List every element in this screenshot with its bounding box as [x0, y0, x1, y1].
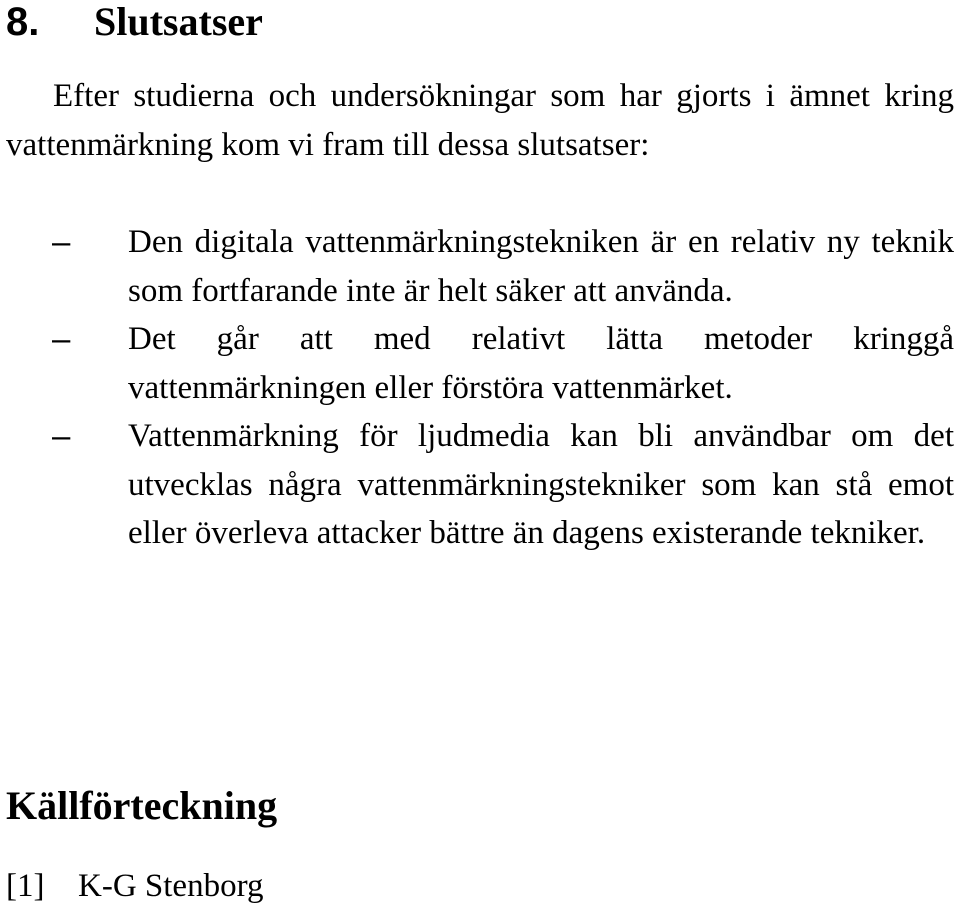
section-number: 8. — [6, 0, 40, 44]
list-item-text: Vattenmärkning för ljudmedia kan bli användbar om det utvecklas några vattenmärkningstekniker som kan stå emot eller överleva attacker bättre än dagens existerande tekniker. — [128, 418, 954, 551]
references-heading: Källförteckning — [6, 783, 278, 828]
conclusion-list — [0, 218, 960, 558]
reference-number: [1] — [6, 868, 45, 904]
list-item — [0, 218, 960, 315]
list-item-text: Det går att med relativt lätta metoder kringgå vattenmärkningen eller förstöra vattenmärket. — [128, 321, 954, 406]
section-title: Slutsatser — [94, 0, 263, 44]
list-item — [0, 412, 960, 558]
intro-paragraph: Efter studierna och undersökningar som har gjorts i ämnet kring vattenmärkning kom vi fram till dessa slutsatser: — [6, 78, 954, 163]
reference-text: K-G Stenborg — [78, 868, 264, 904]
list-item — [0, 315, 960, 412]
bullet-dash: – — [52, 417, 71, 454]
section-heading — [6, 0, 263, 46]
bullet-dash: – — [52, 320, 71, 357]
bullet-dash: – — [52, 223, 71, 260]
list-item-text: Den digitala vattenmärkningstekniken är en relativ ny teknik som fortfarande inte är helt säker att använda. — [128, 224, 954, 309]
reference-item — [6, 862, 263, 910]
